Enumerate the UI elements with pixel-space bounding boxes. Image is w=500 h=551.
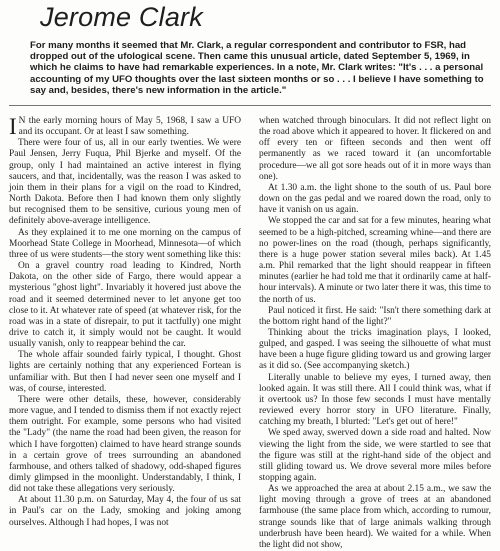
paragraph: Literally unable to believe my eyes, I turned away, then looked again. It was still there. All I could think was, what if it overtook us? In those few seconds I must have mentally reviewed every horror story in UFO literature. Finally, catching my breath, I blurted: "Let's get out of here!" <box>259 372 491 428</box>
paragraph: Thinking about the tricks imagination plays, I looked, gulped, and gasped. I was seeing the silhouette of what must have been a huge figure gliding toward us and growing larger as it did so. (See accompanying sketch.) <box>259 327 491 372</box>
paragraph: The whole affair sounded fairly typical, I thought. Ghost lights are certainly nothing that any experienced Fortean is unfamiliar with. But then I had never seen one myself and I was, of course, interested. <box>9 350 241 394</box>
paragraph: We sped away, swerved down a side road and halted. Now viewing the light from the side, we were startled to see that the figure was still at the right-hand side of the object and still gliding toward us. We drove several more miles before stopping again. <box>259 428 491 484</box>
article-intro: For many months it seemed that Mr. Clark, a regular correspondent and contributor to FSR, had dropped out of the ufological scene. Then came this unusual article, dated September 5, 1969, in which he claims to have had remarkable experiences. In a note, Mr. Clark writes: "It's . . . a personal accounting of my UFO thoughts over the last sixteen months or so . . . I believe I have something to say and, besides, there's new information in the article." <box>30 40 484 96</box>
article-title: Jerome Clark <box>40 2 203 32</box>
paragraph <box>9 116 241 138</box>
paragraph: As we approached the area at about 2.15 a.m., we saw the light moving through a grove of trees at an abandoned farmhouse (the same place from which, according to rumour, strange sounds like that of large animals walking through underbrush have been heard). We waited for a while. When the light did not show, <box>259 484 491 550</box>
paragraph: There were four of us, all in our early twenties. We were Paul Jensen, Jerry Fuqua, Phil Bjerke and myself. Of the group, only I had maintained an active interest in flying saucers, and that, incidentally, was the reason I was asked to join them in their plans for a vigil on the road to Kindred, North Dakota. Before then I had known them only slightly but recognised them to be sensitive, curious young men of definitely above-average intelligence. <box>9 138 241 227</box>
article-body <box>9 116 491 551</box>
paragraph-text: N the early morning hours of May 5, 1968, I saw a UFO and its occupant. Or at least I saw something. <box>18 116 241 138</box>
paragraph: At about 11.30 p.m. on Saturday, May 4, the four of us sat in Paul's car on the Lady, smoking and joking among ourselves. Although I had hopes, I was not <box>9 495 241 528</box>
left-column <box>9 116 241 551</box>
paragraph: We stopped the car and sat for a few minutes, hearing what seemed to be a high-pitched, screaming whine—and there are no power-lines on the road (though, perhaps significantly, there is a huge power station several miles back). At 1.45 a.m. Phil remarked that the light should reappear in fifteen minutes (earlier he had told me that it ordinarily came at half-hour intervals). A minute or two later there it was, this time to the north of us. <box>259 216 491 305</box>
intro-divider <box>9 105 491 106</box>
paragraph: Paul noticed it first. He said: "Isn't there something dark at the bottom right hand of the light?" <box>259 305 491 327</box>
paragraph: when watched through binoculars. It did not reflect light on the road above which it appeared to hover. It flickered on and off every ten or fifteen seconds and then went off permanently as we raced toward it (an uncomfortable procedure—we all got sore heads out of it in more ways than one). <box>259 116 491 182</box>
paragraph: As they explained it to me one morning on the campus of Moorhead State College in Moorhead, Minnesota—of which three of us were students—the story went something like this: <box>9 227 241 260</box>
paragraph: At 1.30 a.m. the light shone to the south of us. Paul bore down on the gas pedal and we roared down the road, only to have it vanish on us again. <box>259 182 491 216</box>
paragraph: On a gravel country road leading to Kindred, North Dakota, on the other side of Fargo, there would appear a mysterious "ghost light". Invariably it hovered just above the road and it seemed determined never to let anyone get too close to it. At whatever rate of speed (at whatever risk, for the road was in a state of disrepair, to put it tactfully) one might drive to catch it, it simply would not be caught. It would usually vanish, only to reappear behind the car. <box>9 261 241 350</box>
paragraph: There were other details, these, however, considerably more vague, and I tended to dismiss them if not exactly reject them outright. For example, some persons who had visited the "Lady" (the name the road had been given, the reason for which I have forgotten) claimed to have heard strange sounds in a certain grove of trees surrounding an abandoned farmhouse, and others talked of shadowy, odd-shaped figures dimly glimpsed in the moonlight. Understandably, I think, I did not take these allegations very seriously. <box>9 394 241 495</box>
drop-cap: I <box>9 114 17 140</box>
right-column <box>259 116 491 551</box>
